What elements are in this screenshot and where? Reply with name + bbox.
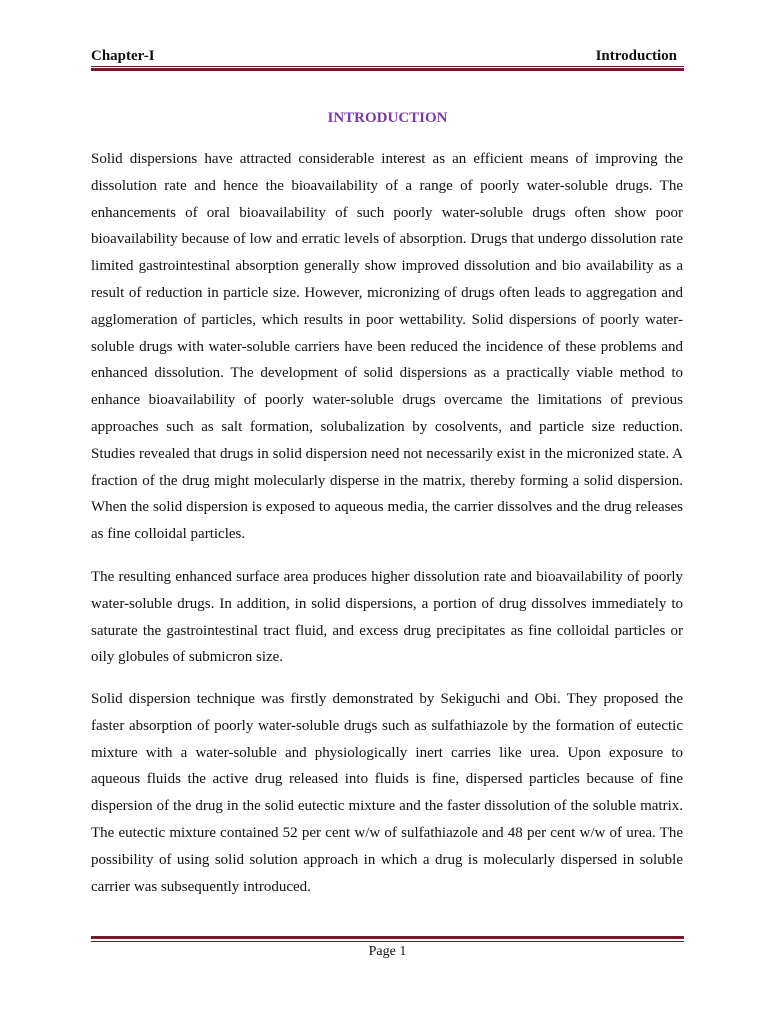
footer-rule-thin [91, 941, 684, 942]
header-chapter-label: Chapter-I [91, 48, 155, 64]
header-rule-thin [91, 66, 684, 67]
body-paragraph-2: The resulting enhanced surface area produces higher dissolution rate and bioavailability of poorly water-soluble drugs. In addition, in solid dispersions, a portion of drug dissolves immediately to saturate the gastrointestinal tract fluid, and excess drug precipitates as fine colloidal particles or oily globules of submicron size. [91, 569, 683, 666]
page-number: Page 1 [368, 944, 407, 959]
body-paragraph-1: Solid dispersions have attracted considerable interest as an efficient means of improving the dissolution rate and hence the bioavailability of a range of poorly water-soluble drugs. The enhancements of oral bioavailability of such poorly water-soluble drugs often show poor bioavailability because of low and erratic levels of absorption. Drugs that undergo dissolution rate limited gastrointestinal absorption generally show improved dissolution and bio availability as a result of reduction in particle size. However, micronizing of drugs often leads to aggregation and agglomeration of particles, which results in poor wettability. Solid dispersions of poorly water-soluble drugs with water-soluble carriers have been reduced the incidence of these problems and enhanced dissolution. The development of solid dispersions as a practically viable method to enhance bioavailability of poorly water-soluble drugs overcame the limitations of previous approaches such as salt formation, solubalization by cosolvents, and particle size reduction. Studies revealed that drugs in solid dispersion need not necessarily exist in the micronized state. A fraction of the drug might molecularly disperse in the matrix, thereby forming a solid dispersion. When the solid dispersion is exposed to aqueous media, the carrier dissolves and the drug releases as fine colloidal particles. [91, 151, 683, 543]
page-header [91, 46, 684, 68]
section-heading: INTRODUCTION [327, 110, 448, 126]
header-rule-thick [91, 68, 684, 71]
body-paragraph-3: Solid dispersion technique was firstly demonstrated by Sekiguchi and Obi. They proposed the faster absorption of poorly water-soluble drugs such as sulfathiazole by the formation of eutectic mixture with a water-soluble and physiologically inert carries like urea. Upon exposure to aqueous fluids the active drug released into fluids is fine, dispersed particles because of fine dispersion of the drug in the solid eutectic mixture and the faster dissolution of the soluble matrix. The eutectic mixture contained 52 per cent w/w of sulfathiazole and 48 per cent w/w of urea. The possibility of using solid solution approach in which a drug is molecularly dispersed in soluble carrier was subsequently introduced. [91, 691, 683, 895]
header-section-label: Introduction [595, 48, 677, 64]
footer-rule-thick [91, 936, 684, 939]
